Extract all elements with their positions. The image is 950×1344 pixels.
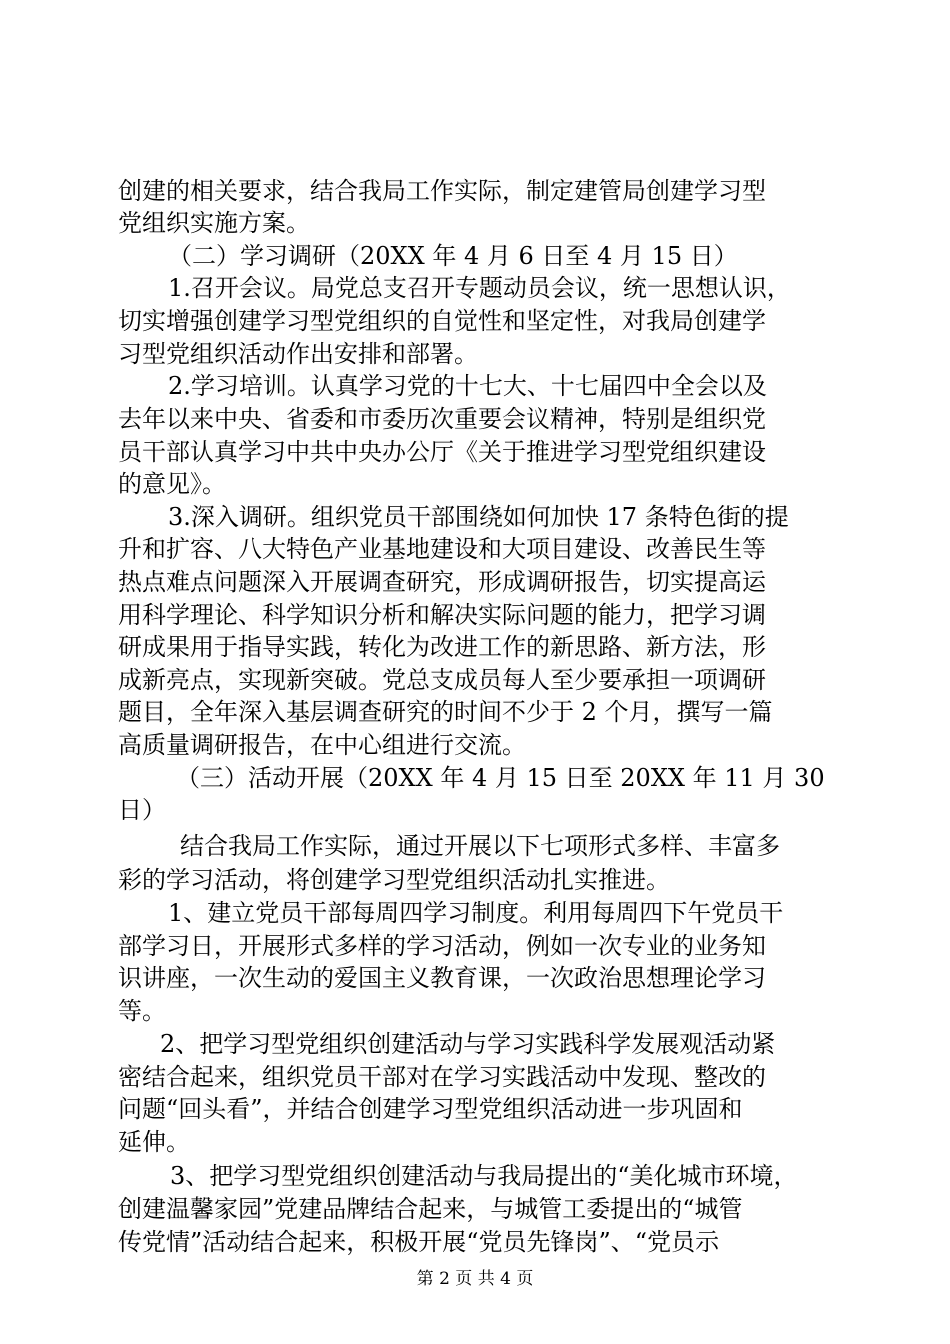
text-line: 1、建立党员干部每周四学习制度。利用每周四下午党员干 — [168, 899, 784, 927]
text-line: 创建温馨家园”党建品牌结合起来，与城管工委提出的“城管 — [118, 1195, 743, 1223]
text-line: 的意见》。 — [118, 470, 226, 498]
text-line: 等。 — [118, 997, 166, 1025]
text-line: 2、把学习型党组织创建活动与学习实践科学发展观活动紧 — [160, 1030, 776, 1058]
text-line: 传党情”活动结合起来，积极开展“党员先锋岗”、“党员示 — [118, 1228, 720, 1256]
text-line: 升和扩容、八大特色产业基地建设和大项目建设、改善民生等 — [118, 535, 766, 563]
text-line: 结合我局工作实际，通过开展以下七项形式多样、丰富多 — [180, 832, 780, 860]
text-line: 密结合起来，组织党员干部对在学习实践活动中发现、整改的 — [118, 1063, 766, 1091]
text-line: 2.学习培训。认真学习党的十七大、十七届四中全会以及 — [168, 372, 767, 400]
text-line: 研成果用于指导实践，转化为改进工作的新思路、新方法，形 — [118, 633, 766, 661]
text-line: 延伸。 — [118, 1128, 190, 1156]
text-line: 员干部认真学习中共中央办公厅《关于推进学习型党组织建设 — [118, 438, 766, 466]
text-line: 部学习日，开展形式多样的学习活动，例如一次专业的业务知 — [118, 932, 766, 960]
text-line: 创建的相关要求，结合我局工作实际，制定建管局创建学习型 — [118, 177, 766, 205]
text-line: 1.召开会议。局党总支召开专题动员会议，统一思想认识， — [168, 274, 791, 302]
text-line: 3、把学习型党组织创建活动与我局提出的“美化城市环境， — [170, 1162, 798, 1190]
text-line: 热点难点问题深入开展调查研究，形成调研报告，切实提高运 — [118, 568, 766, 596]
text-line: 去年以来中央、省委和市委历次重要会议精神，特别是组织党 — [118, 405, 766, 433]
text-line: 切实增强创建学习型党组织的自觉性和坚定性，对我局创建学 — [118, 307, 766, 335]
section-heading: （三）活动开展（20XX 年 4 月 15 日至 20XX 年 11 月 30 — [176, 764, 825, 792]
text-line: 党组织实施方案。 — [118, 209, 310, 237]
text-line: 日） — [118, 796, 166, 824]
text-line: 3.深入调研。组织党员干部围绕如何加快 17 条特色街的提 — [168, 503, 789, 531]
text-line: 用科学理论、科学知识分析和解决实际问题的能力，把学习调 — [118, 601, 766, 629]
page-footer: 第 2 页 共 4 页 — [416, 1269, 534, 1289]
text-line: 高质量调研报告，在中心组进行交流。 — [118, 731, 526, 759]
text-line: 成新亮点，实现新突破。党总支成员每人至少要承担一项调研 — [118, 666, 766, 694]
section-heading: （二）学习调研（20XX 年 4 月 6 日至 4 月 15 日） — [168, 242, 738, 270]
text-line: 习型党组织活动作出安排和部署。 — [118, 340, 478, 368]
text-line: 识讲座，一次生动的爱国主义教育课，一次政治思想理论学习 — [118, 964, 766, 992]
text-line: 彩的学习活动，将创建学习型党组织活动扎实推进。 — [118, 866, 670, 894]
text-line: 问题“回头看”，并结合创建学习型党组织活动进一步巩固和 — [118, 1095, 743, 1123]
text-line: 题目，全年深入基层调查研究的时间不少于 2 个月，撰写一篇 — [118, 698, 773, 726]
